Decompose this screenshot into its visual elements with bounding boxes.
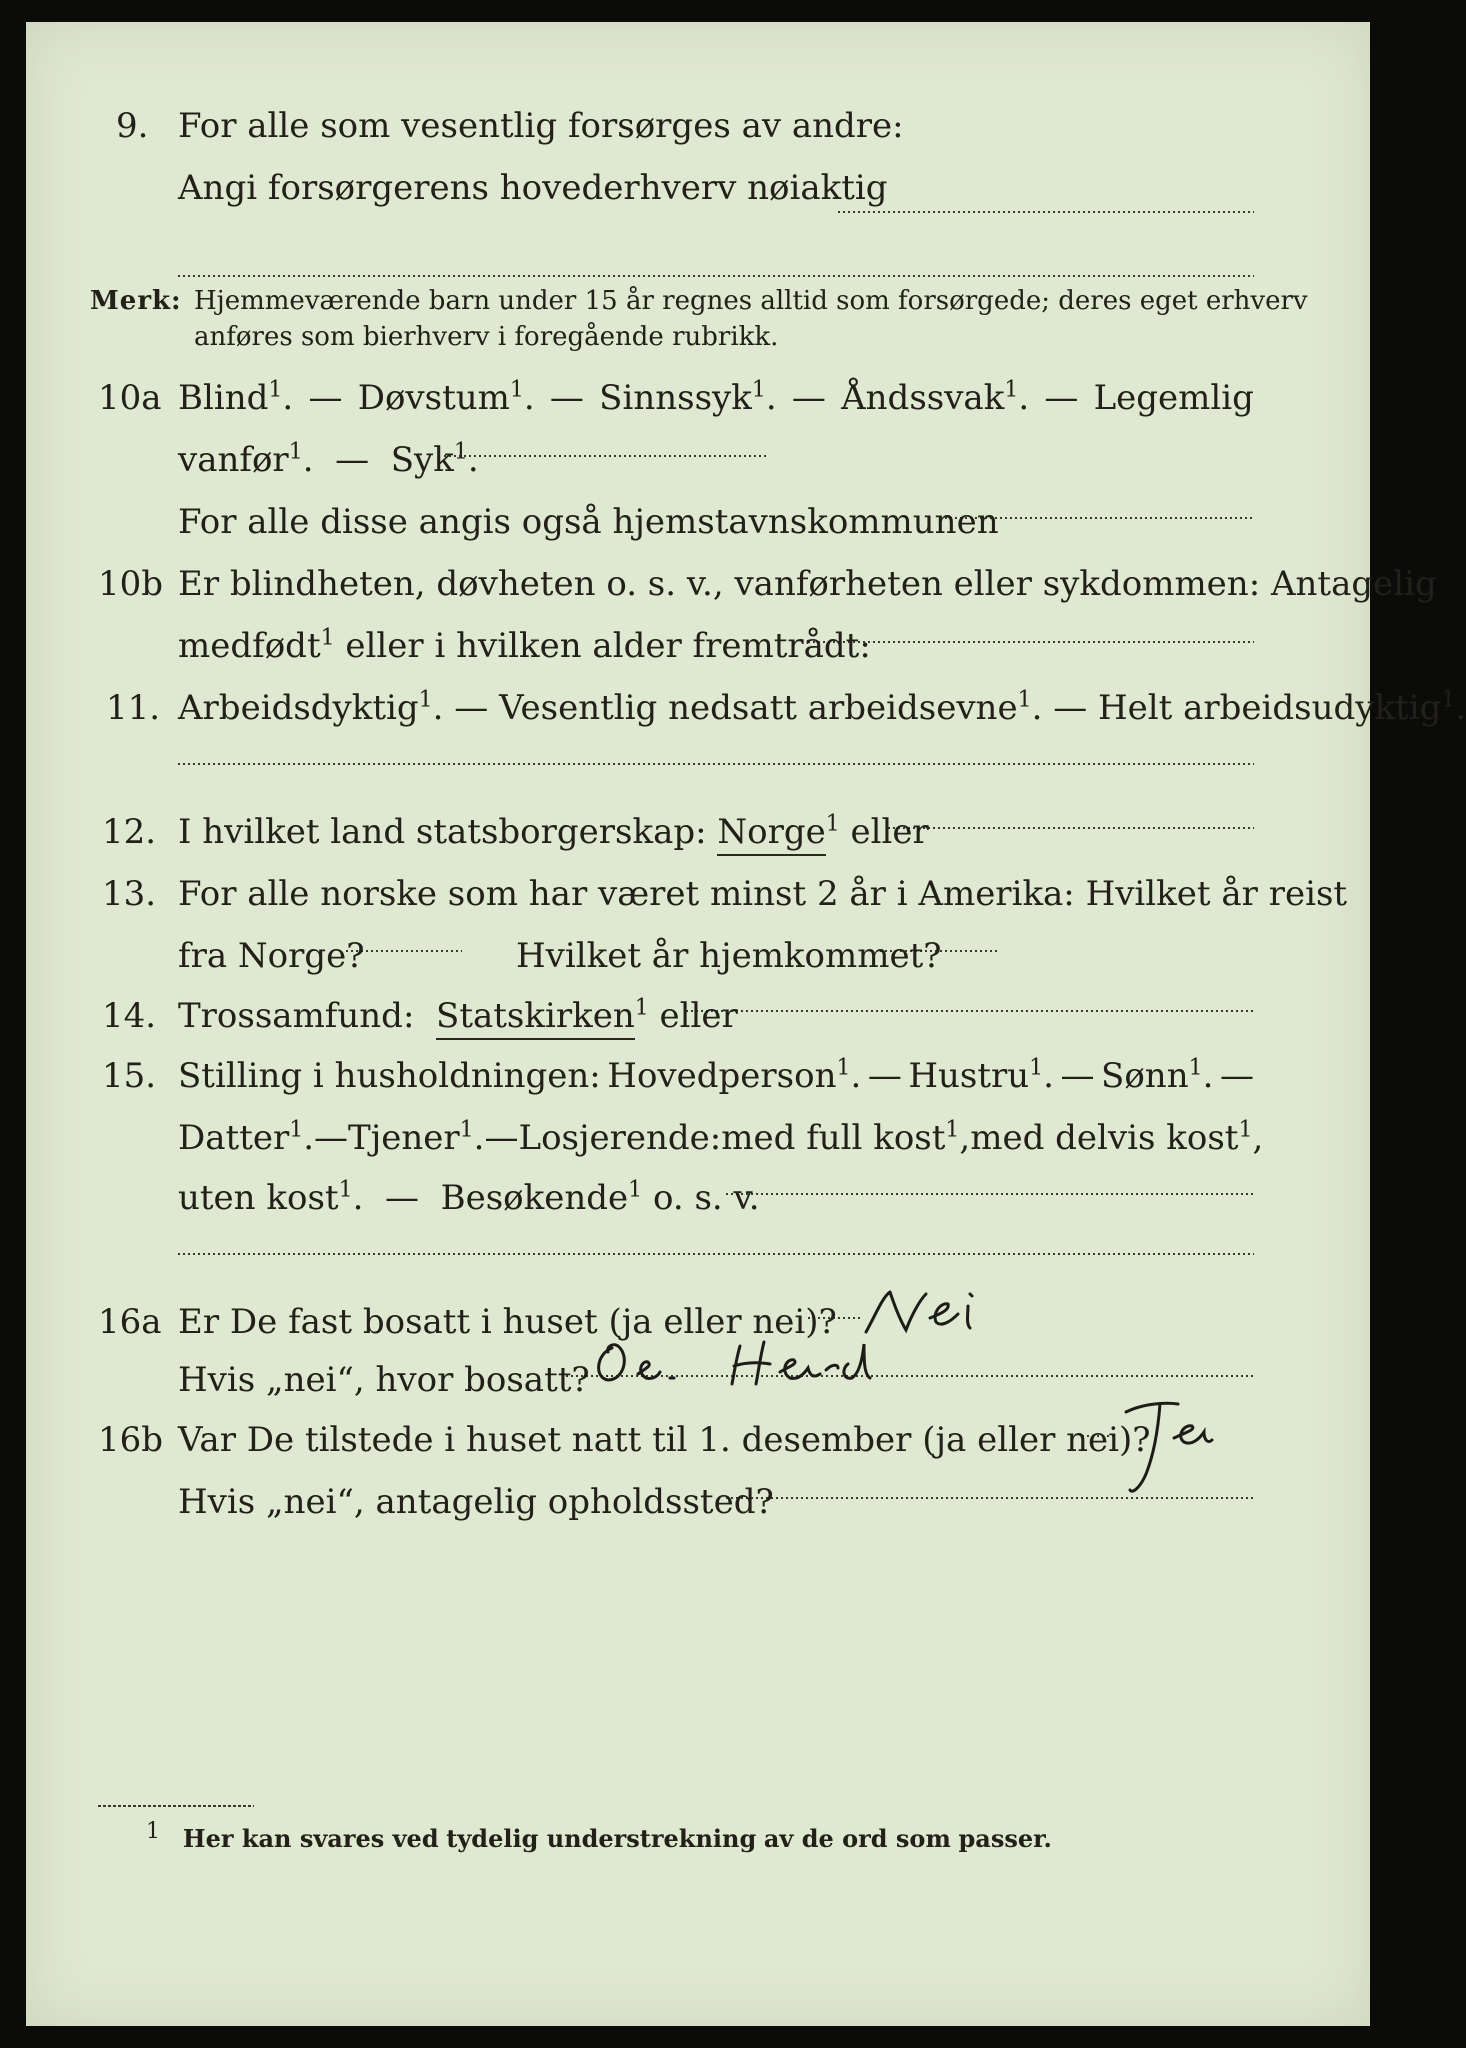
footnote: 1 Her kan svares ved tydelig understrekning av de ord som passer.	[146, 1819, 1052, 1853]
q9-line2: Angi forsørgerens hovederhverv nøiaktig	[178, 168, 888, 208]
q16a-line1: Er De fast bosatt i huset (ja eller nei)?	[178, 1302, 837, 1342]
q16a-answer1-handwriting	[860, 1284, 1030, 1340]
census-form-page	[26, 22, 1466, 2026]
q10a-sinnssyk: Sinnssyk	[599, 378, 752, 418]
q10a-line1: Blind$^1$. — Døvstum$^1$. — Sinnssyk$^1$. — Åndssvak$^1$. — Legemlig	[178, 377, 1254, 418]
q10b-medfodt: medfødt	[178, 626, 321, 666]
q10a-andssvak: Åndssvak	[841, 378, 1005, 418]
q11-a: Arbeidsdyktig	[178, 688, 419, 728]
q15-line1: Stilling i husholdningen: Hovedperson$^1$. — Hustru$^1$. — Sønn$^1$. —	[178, 1055, 1254, 1096]
q11-b: Vesentlig nedsatt arbeidsevne	[499, 688, 1018, 728]
q13-a: fra Norge?	[178, 936, 365, 976]
q12-line: I hvilket land statsborgerskap: Norge$^1$ eller	[178, 812, 929, 852]
q10b-line1: Er blindheten, døvheten o. s. v., vanførheten eller sykdommen: Antagelig	[178, 564, 1437, 604]
q12-norge-underlined: Norge	[717, 812, 825, 856]
q16a-line2: Hvis „nei“, hvor bosatt?	[178, 1360, 590, 1400]
q12-number: 12.	[102, 812, 157, 852]
merk-label: Merk:	[90, 286, 182, 316]
q16a-answer2-handwriting	[586, 1334, 886, 1394]
q10a-legemlig: Legemlig	[1093, 378, 1254, 418]
q14-line: Trossamfund: Statskirken$^1$ eller	[178, 996, 738, 1036]
q15-line3: uten kost$^1$. — Besøkende$^1$ o. s. v.	[178, 1177, 760, 1218]
q10a-line2: vanfør$^1$. — Syk$^1$.	[178, 439, 479, 480]
q11-number: 11.	[106, 688, 161, 728]
q15-number: 15.	[102, 1056, 157, 1096]
q16b-number: 16b	[98, 1420, 164, 1460]
q16a-number: 16a	[98, 1302, 162, 1342]
q10a-blind: Blind	[178, 378, 269, 418]
footnote-bold-1: tydelig understrekning	[446, 1824, 757, 1853]
q13-number: 13.	[102, 874, 157, 914]
q16b-line1: Var De tilstede i huset natt til 1. desember (ja eller nei)?	[178, 1420, 1151, 1460]
q15-line2: Datter$^1$. — Tjener$^1$. — Losjerende: med full kost$^1$, med delvis kost$^1$,	[178, 1117, 1264, 1158]
q14-number: 14.	[102, 996, 157, 1036]
merk-line1: Hjemmeværende barn under 15 år regnes alltid som forsørgede; deres eget erhverv	[194, 286, 1308, 316]
q13-b: Hvilket år hjemkommet?	[516, 936, 942, 976]
q10a-number: 10a	[98, 378, 162, 418]
q16b-line2: Hvis „nei“, antagelig opholdssted?	[178, 1482, 774, 1522]
q10a-syk: Syk	[390, 440, 454, 480]
footnote-bold-2: passer.	[958, 1824, 1052, 1853]
q10a-vanfor: vanfør	[178, 440, 289, 480]
q9-number: 9.	[116, 106, 149, 146]
merk-line2: anføres som bierhverv i foregående rubrikk.	[194, 322, 779, 352]
q10b-line2: medfødt$^1$ eller i hvilken alder fremtrådt:	[178, 625, 871, 666]
q11-c: Helt arbeidsudyktig	[1098, 688, 1442, 728]
q10a-line3: For alle disse angis også hjemstavnskommunen	[178, 502, 999, 542]
q13-line1: For alle norske som har været minst 2 år i Amerika: Hvilket år reist	[178, 874, 1348, 914]
q10a-dovstum: Døvstum	[357, 378, 510, 418]
q11-line: Arbeidsdyktig$^1$. — Vesentlig nedsatt arbeidsevne$^1$. — Helt arbeidsudyktig$^1$.	[178, 687, 1466, 728]
q9-line1: For alle som vesentlig forsørges av andre:	[178, 106, 904, 146]
q16b-answer1-handwriting	[1112, 1394, 1222, 1504]
q14-statskirken-underlined: Statskirken	[436, 996, 635, 1040]
q10b-number: 10b	[98, 564, 164, 604]
